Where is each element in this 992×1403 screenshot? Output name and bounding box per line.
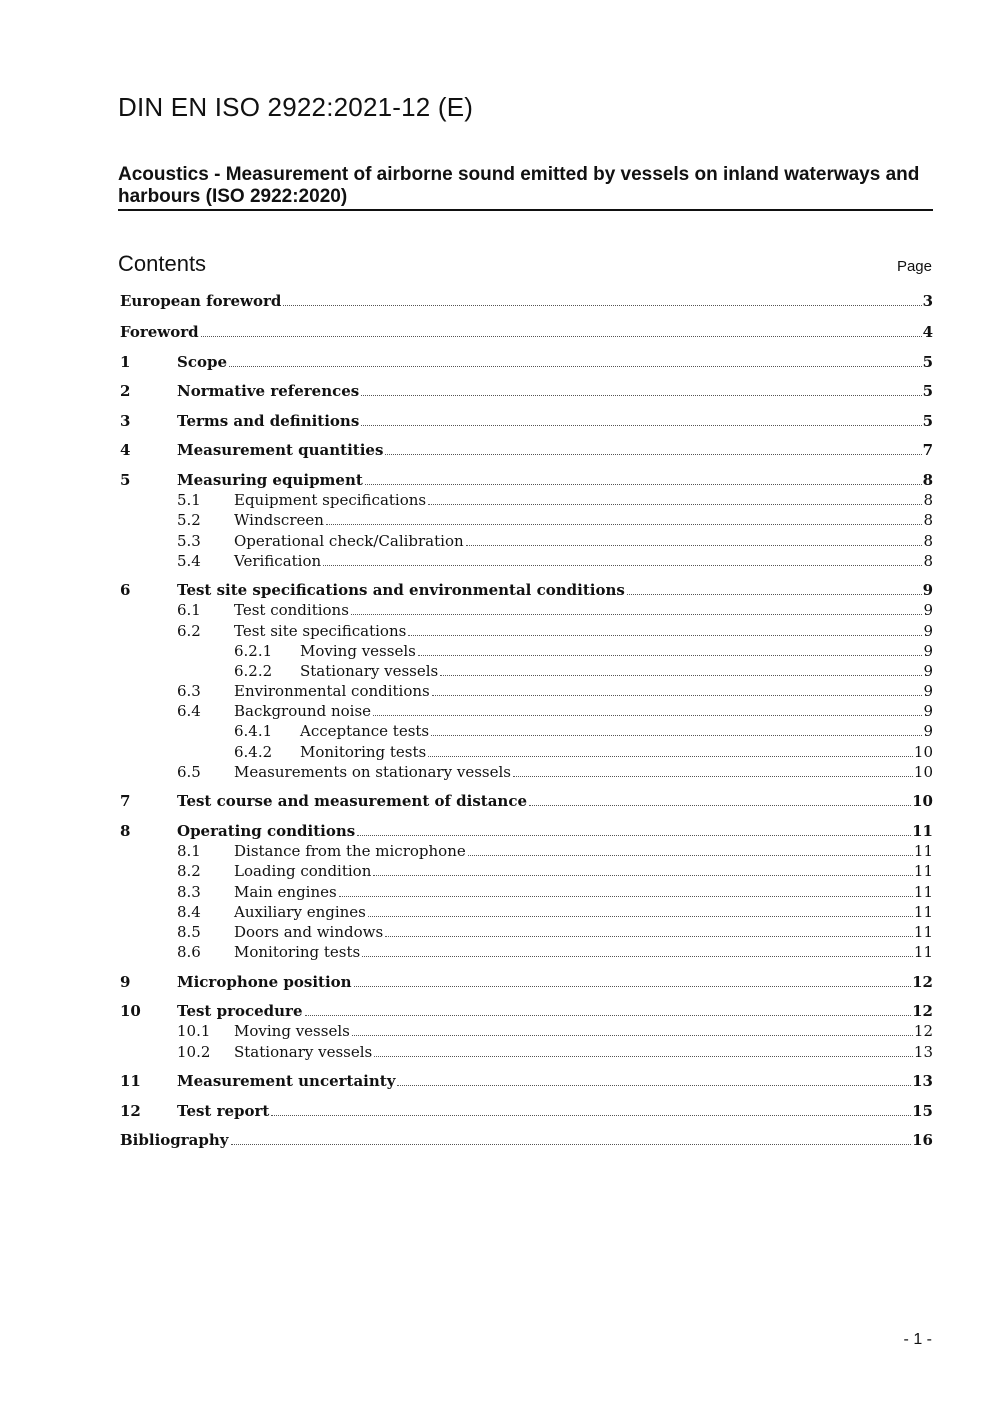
toc-entry[interactable]: [120, 701, 933, 721]
toc-entry[interactable]: [120, 291, 933, 311]
toc-entry-page: 10: [912, 792, 933, 810]
toc-entry-page: 11: [913, 883, 933, 901]
toc-entry-number: 8.5: [177, 923, 201, 941]
toc-entry[interactable]: [120, 510, 933, 530]
toc-dot-leader: [440, 674, 922, 676]
toc-entry-page: 11: [913, 842, 933, 860]
toc-entry-page: 8: [923, 511, 933, 529]
toc-entry[interactable]: [120, 742, 933, 762]
toc-entry-number: 5: [120, 471, 131, 489]
toc-entry-title: Terms and definitions: [177, 412, 360, 430]
toc-dot-leader: [305, 1014, 912, 1016]
toc-entry-title: Auxiliary engines: [234, 903, 366, 921]
toc-entry-number: 3: [120, 412, 131, 430]
toc-entry-number: 8: [120, 822, 131, 840]
toc-entry-page: 12: [912, 1002, 933, 1020]
toc-entry-page: 10: [913, 743, 933, 761]
toc-entry-title: Test procedure: [177, 1002, 303, 1020]
toc-dot-leader: [627, 593, 922, 595]
toc-entry-page: 9: [923, 702, 933, 720]
toc-entry-title: Main engines: [234, 883, 337, 901]
toc-entry-page: 12: [913, 1022, 933, 1040]
toc-dot-leader: [351, 613, 923, 615]
toc-entry-page: 13: [913, 1043, 933, 1061]
toc-dot-leader: [357, 834, 911, 836]
toc-entry-number: 4: [120, 441, 131, 459]
toc-entry-page: 8: [922, 471, 933, 489]
toc-entry-title: Measurement uncertainty: [177, 1072, 396, 1090]
toc-entry[interactable]: [120, 1021, 933, 1041]
toc-dot-leader: [468, 854, 913, 856]
toc-entry-page: 9: [923, 682, 933, 700]
toc-entry-page: 5: [922, 353, 933, 371]
toc-entry-page: 12: [912, 973, 933, 991]
toc-entry-number: 6.4.2: [234, 743, 273, 761]
toc-entry[interactable]: [120, 490, 933, 510]
toc-entry-page: 7: [922, 441, 933, 459]
toc-entry-title: Monitoring tests: [300, 743, 427, 761]
toc-dot-leader: [339, 895, 913, 897]
toc-dot-leader: [529, 804, 911, 806]
toc-entry-number: 9: [120, 973, 131, 991]
toc-entry[interactable]: [120, 352, 933, 372]
toc-entry-page: 11: [913, 923, 933, 941]
toc-entry-title: Test site specifications: [234, 622, 407, 640]
toc-entry-title: European foreword: [120, 292, 282, 310]
toc-dot-leader: [231, 1143, 912, 1145]
toc-entry-number: 8.1: [177, 842, 201, 860]
toc-entry-title: Environmental conditions: [234, 682, 430, 700]
toc-entry-title: Test site specifications and environmental conditions: [177, 581, 625, 599]
toc-entry-page: 11: [912, 822, 933, 840]
toc-dot-leader: [362, 955, 913, 957]
toc-entry-title: Moving vessels: [300, 642, 416, 660]
toc-entry-title: Distance from the microphone: [234, 842, 466, 860]
toc-dot-leader: [428, 755, 913, 757]
toc-dot-leader: [323, 564, 922, 566]
toc-entry-number: 5.4: [177, 552, 201, 570]
toc-entry[interactable]: [120, 411, 933, 431]
toc-entry-page: 15: [912, 1102, 933, 1120]
toc-entry-title: Windscreen: [234, 511, 324, 529]
toc-entry-page: 8: [923, 491, 933, 509]
toc-entry-page: 3: [922, 292, 933, 310]
toc-entry[interactable]: [120, 942, 933, 962]
toc-dot-leader: [368, 915, 913, 917]
toc-dot-leader: [354, 985, 912, 987]
toc-entry[interactable]: [120, 600, 933, 620]
contents-heading: Contents: [118, 251, 207, 276]
toc-entry-number: 8.4: [177, 903, 201, 921]
toc-dot-leader: [397, 1084, 911, 1086]
toc-entry-title: Foreword: [120, 323, 199, 341]
toc-entry-page: 8: [923, 552, 933, 570]
toc-entry-number: 10.1: [177, 1022, 211, 1040]
toc-entry-title: Operating conditions: [177, 822, 356, 840]
toc-entry-number: 6: [120, 581, 131, 599]
toc-dot-leader: [408, 634, 922, 636]
toc-entry-number: 8.6: [177, 943, 201, 961]
toc-entry[interactable]: [120, 681, 933, 701]
toc-entry-title: Measuring equipment: [177, 471, 363, 489]
toc-entry-title: Verification: [234, 552, 322, 570]
toc-entry-title: Loading condition: [234, 862, 372, 880]
toc-entry-page: 11: [913, 862, 933, 880]
toc-entry[interactable]: [120, 551, 933, 571]
toc-entry-page: 10: [913, 763, 933, 781]
toc-entry-page: 4: [922, 323, 933, 341]
toc-dot-leader: [361, 424, 921, 426]
toc-entry-title: Scope: [177, 353, 228, 371]
toc-entry-page: 9: [923, 601, 933, 619]
toc-dot-leader: [385, 453, 921, 455]
toc-dot-leader: [283, 304, 921, 306]
toc-entry-page: 11: [913, 943, 933, 961]
toc-dot-leader: [432, 694, 923, 696]
toc-entry-number: 5.1: [177, 491, 201, 509]
toc-entry-title: Operational check/Calibration: [234, 532, 464, 550]
toc-entry-title: Test report: [177, 1102, 270, 1120]
document-title: DIN EN ISO 2922:2021-12 (E): [118, 92, 474, 122]
toc-dot-leader: [418, 654, 923, 656]
toc-entry-number: 5.3: [177, 532, 201, 550]
toc-entry[interactable]: [120, 641, 933, 661]
toc-entry[interactable]: [120, 580, 933, 600]
toc-entry[interactable]: [120, 1042, 933, 1062]
toc-entry-title: Test conditions: [234, 601, 349, 619]
toc-entry-title: Monitoring tests: [234, 943, 361, 961]
toc-entry[interactable]: [120, 1130, 933, 1150]
toc-entry-title: Background noise: [234, 702, 372, 720]
toc-entry-page: 9: [922, 581, 933, 599]
toc-dot-leader: [374, 1055, 913, 1057]
toc-entry[interactable]: [120, 972, 933, 992]
toc-entry[interactable]: [120, 531, 933, 551]
toc-entry-number: 6.4.1: [234, 722, 273, 740]
toc-entry-title: Measurements on stationary vessels: [234, 763, 511, 781]
toc-entry-page: 13: [912, 1072, 933, 1090]
toc-entry[interactable]: [120, 721, 933, 741]
toc-entry-number: 10: [120, 1002, 141, 1020]
toc-entry-title: Bibliography: [120, 1131, 229, 1149]
toc-entry-number: 8.2: [177, 862, 201, 880]
toc-entry-number: 6.2: [177, 622, 201, 640]
toc-entry-title: Stationary vessels: [300, 662, 439, 680]
toc-dot-leader: [373, 714, 922, 716]
toc-entry[interactable]: [120, 762, 933, 782]
toc-entry-number: 5.2: [177, 511, 201, 529]
toc-entry[interactable]: [120, 1001, 933, 1021]
toc-entry[interactable]: [120, 861, 933, 881]
toc-entry-page: 5: [922, 412, 933, 430]
toc-entry-page: 9: [923, 722, 933, 740]
toc-entry-number: 11: [120, 1072, 141, 1090]
toc-entry-title: Stationary vessels: [234, 1043, 373, 1061]
toc-entry-number: 6.4: [177, 702, 201, 720]
toc-entry-page: 8: [923, 532, 933, 550]
toc-entry[interactable]: [120, 922, 933, 942]
toc-entry[interactable]: [120, 661, 933, 681]
toc-entry-number: 6.2.1: [234, 642, 273, 660]
toc-entry-number: 10.2: [177, 1043, 211, 1061]
toc-entry-number: 6.5: [177, 763, 201, 781]
toc-entry[interactable]: [120, 1071, 933, 1091]
toc-entry-number: 6.2.2: [234, 662, 273, 680]
toc-entry[interactable]: [120, 470, 933, 490]
toc-entry-title: Microphone position: [177, 973, 352, 991]
toc-entry[interactable]: [120, 841, 933, 861]
toc-entry[interactable]: [120, 791, 933, 811]
toc-dot-leader: [385, 935, 913, 937]
toc-entry-number: 1: [120, 353, 131, 371]
toc-entry-number: 7: [120, 792, 131, 810]
toc-dot-leader: [361, 394, 921, 396]
toc-entry-number: 2: [120, 382, 131, 400]
toc-entry-title: Acceptance tests: [300, 722, 430, 740]
toc-dot-leader: [201, 335, 922, 337]
toc-entry-number: 6.3: [177, 682, 201, 700]
toc-dot-leader: [513, 775, 913, 777]
toc-entry-page: 11: [913, 903, 933, 921]
toc-dot-leader: [431, 734, 922, 736]
page-column-label: Page: [896, 258, 932, 275]
toc-entry[interactable]: [120, 821, 933, 841]
toc-entry-title: Measurement quantities: [177, 441, 384, 459]
toc-entry[interactable]: [120, 621, 933, 641]
toc-entry-title: Normative references: [177, 382, 360, 400]
toc-entry-page: 16: [912, 1131, 933, 1149]
toc-dot-leader: [466, 544, 923, 546]
toc-entry-page: 5: [922, 382, 933, 400]
toc-dot-leader: [373, 874, 913, 876]
toc-entry[interactable]: [120, 381, 933, 401]
toc-entry[interactable]: [120, 440, 933, 460]
toc-dot-leader: [352, 1034, 913, 1036]
toc-dot-leader: [428, 503, 922, 505]
toc-entry-page: 9: [923, 622, 933, 640]
toc-entry[interactable]: [120, 882, 933, 902]
toc-entry-number: 8.3: [177, 883, 201, 901]
toc-entry-number: 12: [120, 1102, 141, 1120]
toc-dot-leader: [229, 365, 922, 367]
toc-dot-leader: [271, 1114, 911, 1116]
toc-entry-title: Test course and measurement of distance: [177, 792, 528, 810]
toc-entry[interactable]: [120, 322, 933, 342]
toc-entry-title: Doors and windows: [234, 923, 384, 941]
toc-entry[interactable]: [120, 1101, 933, 1121]
toc-dot-leader: [365, 483, 922, 485]
toc-entry-page: 9: [923, 642, 933, 660]
footer-page-number: - 1 -: [903, 1331, 932, 1348]
toc-entry-number: 6.1: [177, 601, 201, 619]
document-subtitle: Acoustics - Measurement of airborne sound emitted by vessels on inland waterways and harbours (ISO 2922:2020): [118, 164, 933, 211]
toc-entry-title: Moving vessels: [234, 1022, 350, 1040]
toc-dot-leader: [326, 523, 923, 525]
toc-entry[interactable]: [120, 902, 933, 922]
toc-entry-title: Equipment specifications: [234, 491, 427, 509]
toc-entry-page: 9: [923, 662, 933, 680]
